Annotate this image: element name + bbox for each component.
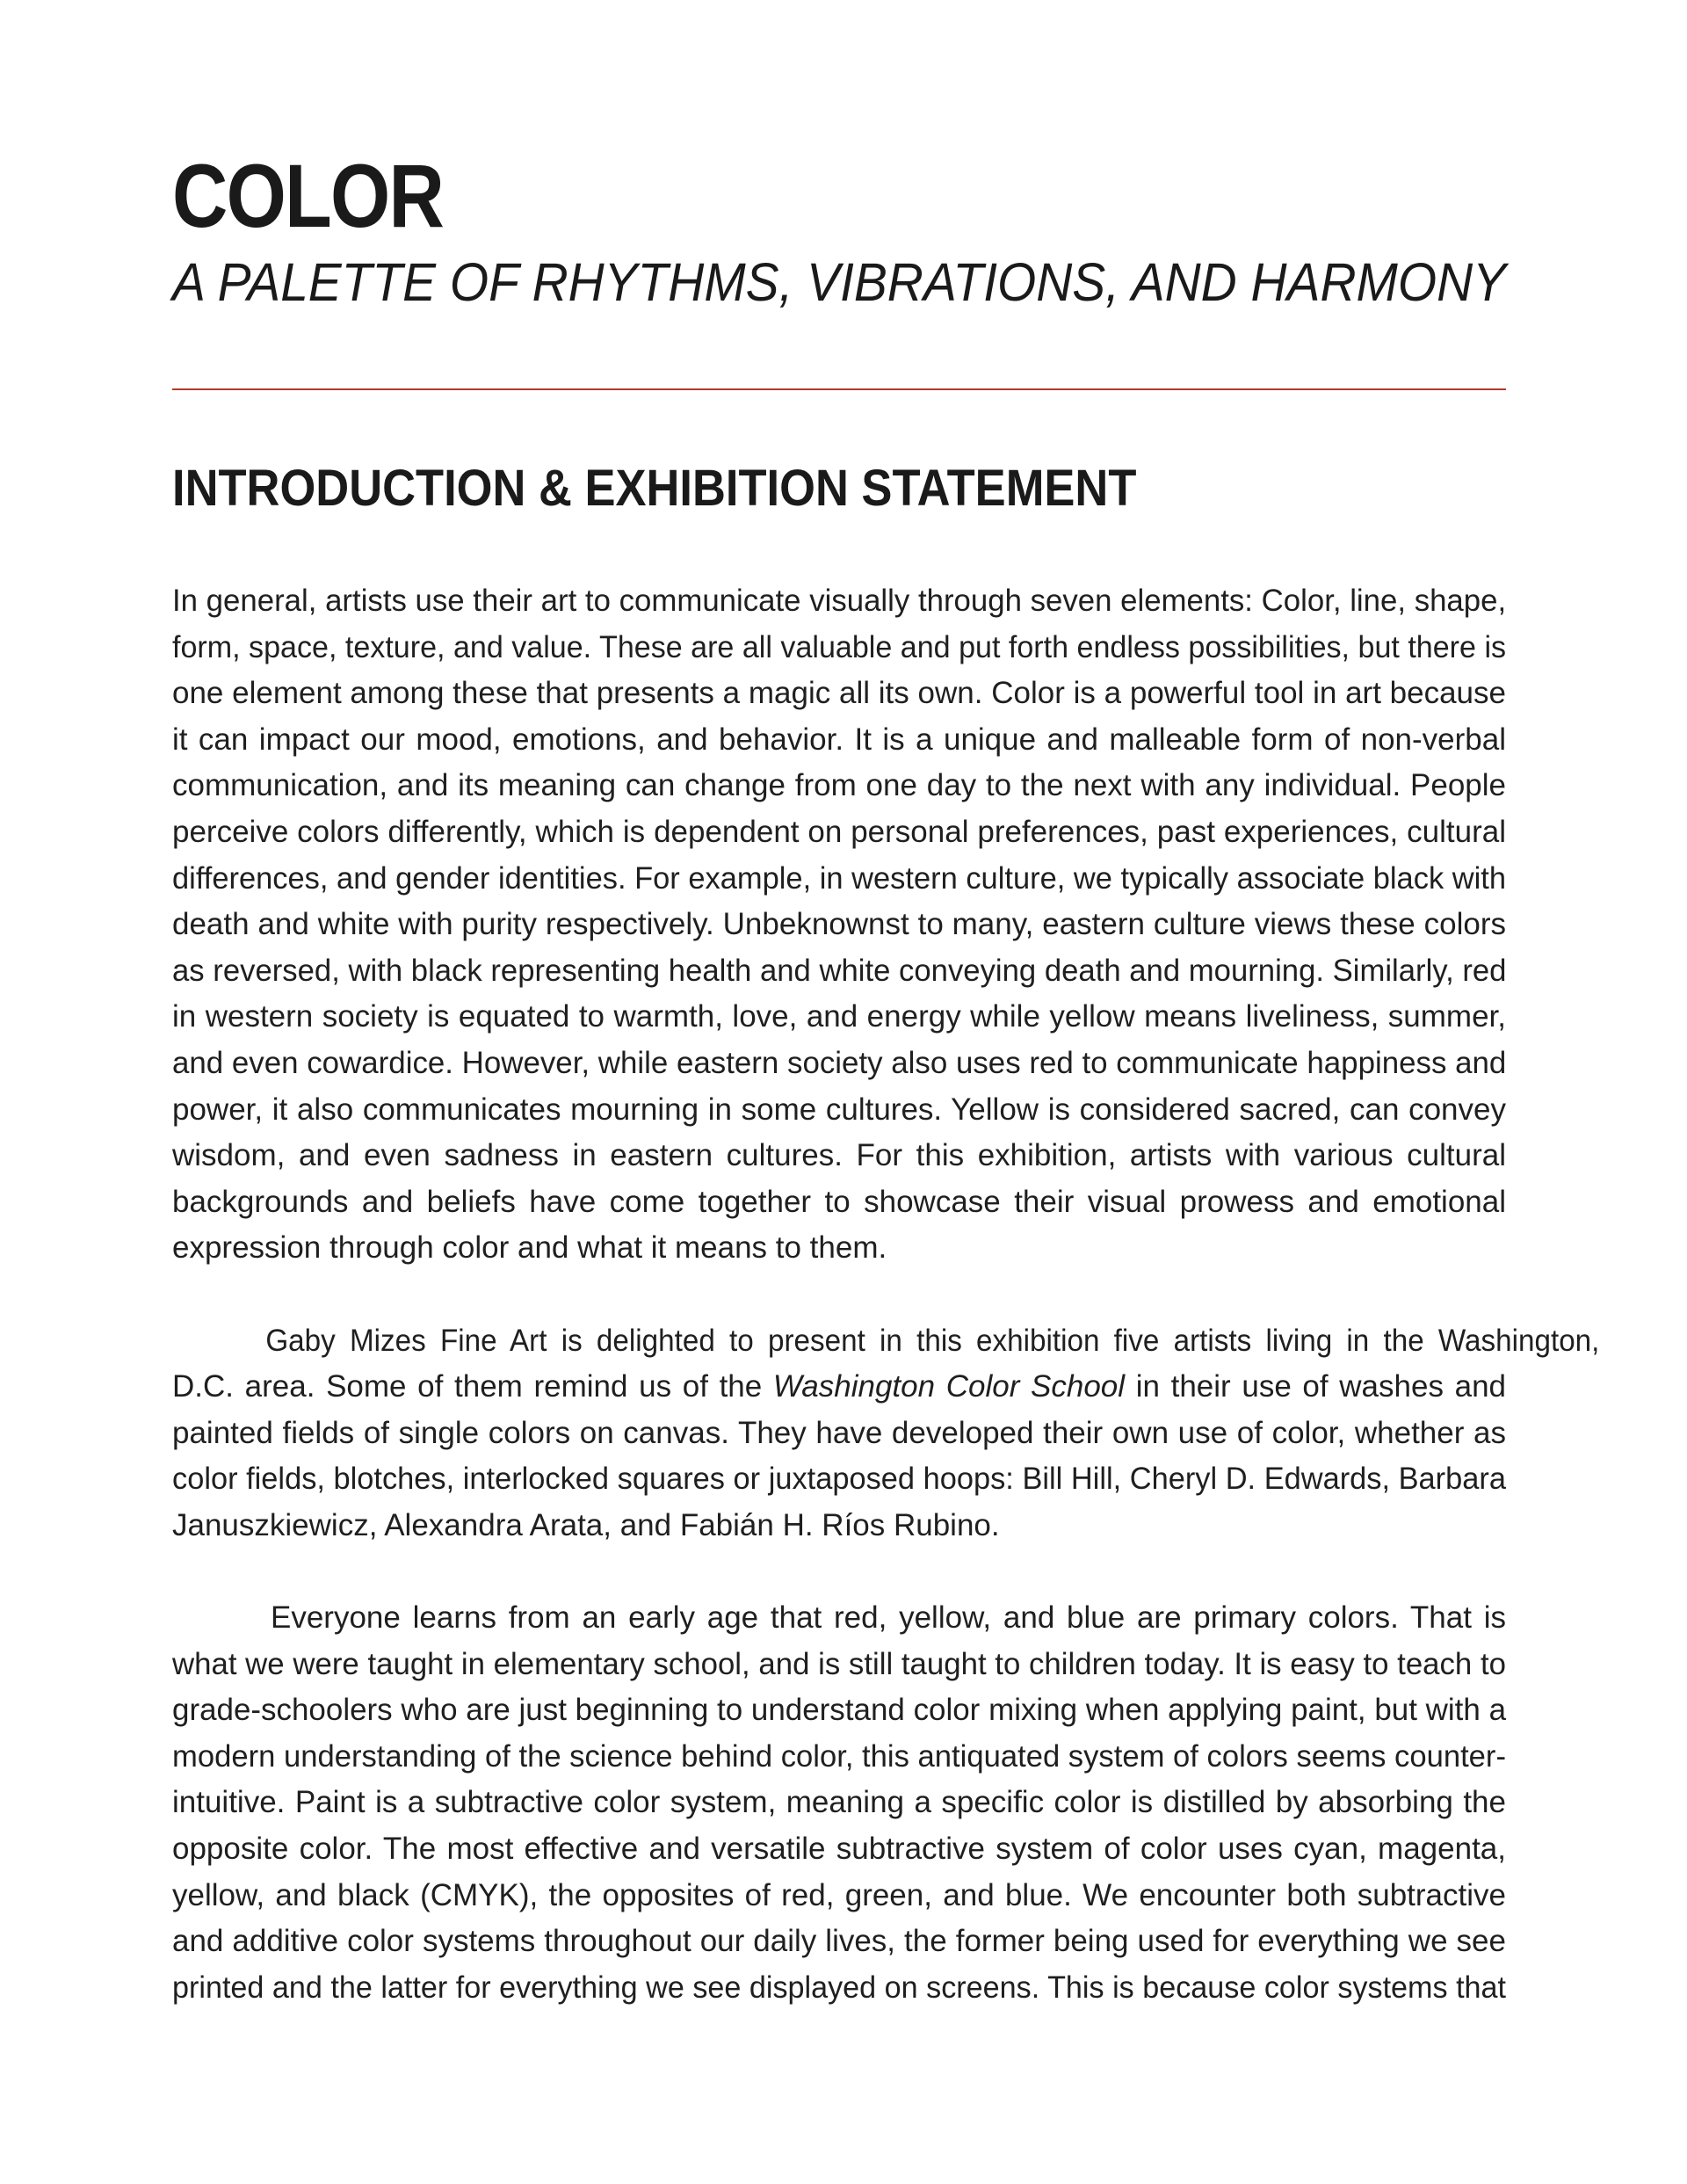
text-line: painted fields of single colors on canvas. They have developed their own use of color, whether as (172, 1415, 1506, 1450)
text-line-with-italic (172, 1364, 1506, 1411)
section-divider (172, 388, 1506, 390)
text-line: Gaby Mizes Fine Art is delighted to present in this exhibition five artists living in the Washington, (265, 1323, 1600, 1358)
text-line: Januszkiewicz, Alexandra Arata, and Fabián H. Ríos Rubino. (172, 1507, 1000, 1542)
italic-title: Washington Color School (772, 1369, 1126, 1404)
text-line: Everyone learns from an early age that red, yellow, and blue are primary colors. That is (271, 1600, 1506, 1636)
text-line: wisdom, and even sadness in eastern cultures. For this exhibition, artists with various cultural (172, 1138, 1506, 1173)
paragraph-1 (172, 578, 1506, 1272)
text-line: differences, and gender identities. For example, in western culture, we typically associate black with (172, 860, 1507, 896)
text-line: intuitive. Paint is a subtractive color system, meaning a specific color is distilled by absorbing the (172, 1785, 1506, 1820)
text-line: grade-schoolers who are just beginning to understand color mixing when applying paint, but with a (172, 1693, 1507, 1728)
paragraph-2 (172, 1318, 1600, 1549)
text-line: power, it also communicates mourning in some cultures. Yellow is considered sacred, can convey (172, 1092, 1506, 1127)
text-segment: in their use of washes and (1125, 1369, 1507, 1404)
text-line: printed and the latter for everything we see displayed on screens. This is because color systems that (172, 1970, 1507, 2005)
text-segment: D.C. area. Some of them remind us of the (172, 1369, 773, 1404)
text-line: and even cowardice. However, while eastern society also uses red to communicate happiness and (172, 1045, 1507, 1080)
text-line: it can impact our mood, emotions, and behavior. It is a unique and malleable form of non-verbal (172, 722, 1506, 757)
text-line: and additive color systems throughout our daily lives, the former being used for everything we see (172, 1924, 1506, 1959)
text-line: color fields, blotches, interlocked squares or juxtaposed hoops: Bill Hill, Cheryl D. Edwards, Barbara (172, 1462, 1506, 1497)
text-line: in western society is equated to warmth, love, and energy while yellow means liveliness, summer, (172, 999, 1506, 1034)
paragraph-spacer (172, 1549, 1506, 1595)
document-title: COLOR (172, 146, 444, 246)
text-line: modern understanding of the science behind color, this antiquated system of colors seems counter- (172, 1738, 1506, 1774)
text-line: backgrounds and beliefs have come together to showcase their visual prowess and emotional (172, 1184, 1506, 1219)
text-line: as reversed, with black representing health and white conveying death and mourning. Similarly, red (172, 953, 1507, 988)
body-text (172, 578, 1600, 2011)
text-line: form, space, texture, and value. These are all valuable and put forth endless possibilities, but there is (172, 629, 1507, 664)
text-line: perceive colors differently, which is dependent on personal preferences, past experiences, cultural (172, 814, 1506, 849)
paragraph-spacer (172, 1272, 1506, 1318)
document-subtitle: A PALETTE OF RHYTHMS, VIBRATIONS, AND HARMONY (172, 252, 1507, 312)
text-line: yellow, and black (CMYK), the opposites of red, green, and blue. We encounter both subtractive (172, 1877, 1506, 1912)
text-line: expression through color and what it means to them. (172, 1230, 887, 1266)
text-line: one element among these that presents a magic all its own. Color is a powerful tool in art because (172, 676, 1506, 711)
text-line: what we were taught in elementary school, and is still taught to children today. It is easy to teach to (172, 1646, 1506, 1681)
section-heading: INTRODUCTION & EXHIBITION STATEMENT (172, 460, 1137, 517)
text-line: In general, artists use their art to communicate visually through seven elements: Color, line, shape, (172, 584, 1507, 618)
text-line: opposite color. The most effective and versatile subtractive system of color uses cyan, magenta, (172, 1832, 1506, 1867)
paragraph-3 (172, 1595, 1506, 2011)
text-line: communication, and its meaning can change from one day to the next with any individual. People (172, 768, 1506, 803)
text-line: death and white with purity respectively. Unbeknownst to many, eastern culture views these colors (172, 907, 1506, 942)
